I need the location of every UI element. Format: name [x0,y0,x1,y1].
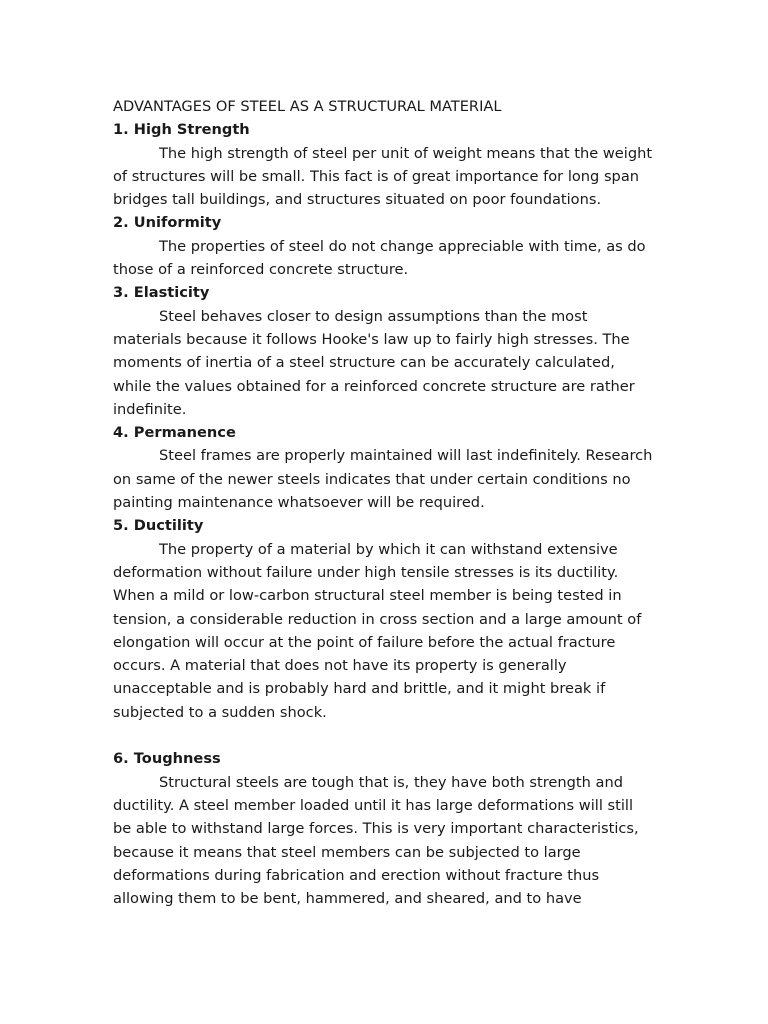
document-content [113,95,653,910]
section-body: The high strength of steel per unit of weight means that the weight of structures will be small. This fact is of great importance for long span bridges tall buildings, and structures situated on poor foundations. [113,144,653,209]
section-body: Structural steels are tough that is, they have both strength and ductility. A steel member loaded until it has large deformations will still be able to withstand large forces. This is very important characteristics, because it means that steel members can be subjected to large deformations during fabrication and erection without fracture thus allowing them to be bent, hammered, and sheared, and to have [113,773,639,908]
section-heading: 4. Permanence [113,424,236,442]
blank-line [113,724,653,747]
section-body: The properties of steel do not change appreciable with time, as do those of a reinforced concrete structure. [113,237,646,279]
document-title: ADVANTAGES OF STEEL AS A STRUCTURAL MATERIAL [113,98,502,115]
section-toughness [113,747,653,910]
section-body: The property of a material by which it can withstand extensive deformation without failure under high tensile stresses is its ductility. When a mild or low-carbon structural steel member is being tested in tension, a considerable reduction in cross section and a large amount of elongation will occur at the point of failure before the actual fracture occurs. A material that does not have its property is generally unacceptable and is probably hard and brittle, and it might break if subjected to a sudden shock. [113,540,642,721]
section-heading: 3. Elasticity [113,284,210,302]
section-permanence [113,421,653,514]
section-body: Steel frames are properly maintained will last indefinitely. Research on same of the newer steels indicates that under certain conditions no painting maintenance whatsoever will be required. [113,447,653,512]
section-uniformity [113,211,653,281]
section-heading: 6. Toughness [113,750,221,768]
section-heading: 1. High Strength [113,121,250,139]
section-body: Steel behaves closer to design assumptions than the most materials because it follows Hooke's law up to fairly high stresses. The moments of inertia of a steel structure can be accurately calculated, while the values obtained for a reinforced concrete structure are rather indefinite. [113,307,635,418]
section-heading: 2. Uniformity [113,214,222,232]
section-elasticity [113,281,653,421]
section-high-strength [113,118,653,211]
section-ductility [113,514,653,724]
section-heading: 5. Ductility [113,517,204,535]
